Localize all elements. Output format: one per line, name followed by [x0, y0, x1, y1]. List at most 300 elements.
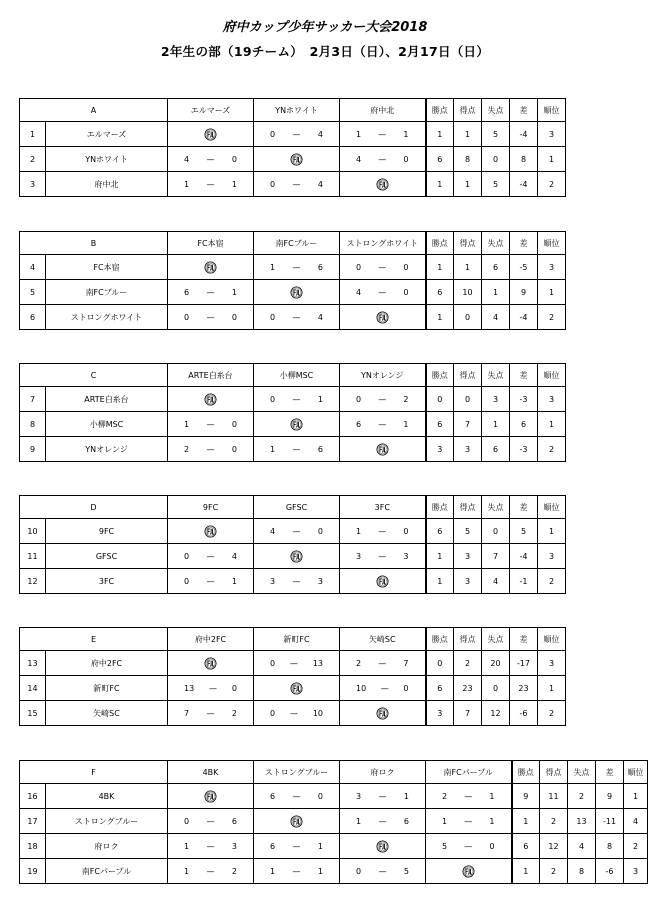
stat-header: 順位	[624, 761, 648, 784]
stat-header: 得点	[454, 99, 482, 122]
score-pair	[426, 817, 511, 826]
stat-header: 得点	[454, 628, 482, 651]
team-stat: 1	[426, 544, 454, 569]
score-dash: —	[378, 816, 387, 826]
team-stat: 1	[454, 122, 482, 147]
match-result	[168, 412, 254, 437]
score-dash: —	[378, 154, 387, 164]
score-dash: —	[206, 287, 215, 297]
team-name: 新町FC	[46, 676, 168, 701]
score-home: 1	[270, 866, 276, 876]
fjfl-logo-icon	[290, 286, 303, 299]
score-dash: —	[209, 683, 218, 693]
team-row	[20, 437, 566, 462]
team-row	[20, 676, 566, 701]
stat-header: 失点	[482, 628, 510, 651]
score-away: 4	[317, 312, 323, 322]
team-row	[20, 172, 566, 197]
score-home: 0	[356, 394, 362, 404]
team-name: 小柳MSC	[46, 412, 168, 437]
score-pair	[340, 130, 425, 139]
team-stat: 4	[482, 569, 510, 594]
score-pair	[168, 684, 253, 693]
team-stat: 1	[426, 569, 454, 594]
team-stat: 1	[426, 172, 454, 197]
team-stat: 3	[426, 701, 454, 726]
score-home: 1	[356, 129, 362, 139]
column-team-name: YNオレンジ	[340, 364, 426, 387]
team-stat: 2	[538, 172, 566, 197]
score-home: 6	[270, 791, 276, 801]
stat-header: 勝点	[426, 99, 454, 122]
score-dash: —	[378, 551, 387, 561]
score-away: 2	[231, 708, 237, 718]
page-subtitle: 2年生の部（19チーム） 2月3日（日）、2月17日（日）	[160, 44, 490, 59]
team-stat: 1	[538, 280, 566, 305]
group-header-row	[20, 364, 566, 387]
score-pair	[340, 263, 425, 272]
score-dash: —	[464, 816, 473, 826]
team-stat: 4	[568, 834, 596, 859]
group-table-b	[19, 231, 566, 330]
score-pair	[340, 395, 425, 404]
score-pair	[168, 288, 253, 297]
score-away: 6	[403, 816, 410, 826]
team-name: YNホワイト	[46, 147, 168, 172]
match-result	[254, 255, 340, 280]
fjfl-logo-icon	[376, 575, 389, 588]
team-number: 4	[20, 255, 46, 280]
stat-header: 順位	[538, 496, 566, 519]
team-name: ストロングブルー	[46, 809, 168, 834]
score-pair	[168, 577, 253, 586]
column-team-name: エルマーズ	[168, 99, 254, 122]
group-table-f	[19, 760, 648, 884]
team-number: 15	[20, 701, 46, 726]
score-dash: —	[292, 576, 301, 586]
team-row	[20, 412, 566, 437]
score-dash: —	[206, 841, 215, 851]
score-away: 1	[403, 129, 409, 139]
team-number: 7	[20, 387, 46, 412]
column-team-name: ストロングブルー	[254, 761, 340, 784]
team-name: GFSC	[46, 544, 168, 569]
match-result	[340, 784, 426, 809]
score-pair	[168, 420, 253, 429]
score-dash: —	[206, 154, 215, 164]
score-home: 6	[356, 419, 362, 429]
team-name: 4BK	[46, 784, 168, 809]
team-stat: 3	[454, 569, 482, 594]
team-stat: 8	[510, 147, 538, 172]
team-name: 9FC	[46, 519, 168, 544]
score-pair	[340, 817, 425, 826]
team-row	[20, 569, 566, 594]
score-dash: —	[292, 262, 301, 272]
team-stat: 1	[454, 255, 482, 280]
fjfl-logo-icon	[290, 418, 303, 431]
score-away: 0	[317, 791, 324, 801]
stat-header: 順位	[538, 232, 566, 255]
score-away: 4	[317, 179, 324, 189]
group-table-d	[19, 495, 566, 594]
group-header-row	[20, 496, 566, 519]
group-table-c	[19, 363, 566, 462]
team-stat: 8	[454, 147, 482, 172]
score-pair	[168, 867, 253, 876]
team-stat: 0	[482, 147, 510, 172]
column-team-name: ARTE白糸台	[168, 364, 254, 387]
match-result	[340, 544, 426, 569]
team-stat: 6	[426, 280, 454, 305]
team-stat: 1	[512, 809, 540, 834]
score-pair	[254, 395, 339, 404]
self-match-cell	[168, 519, 254, 544]
group-name: E	[20, 628, 168, 651]
group-name: F	[20, 761, 168, 784]
team-number: 2	[20, 147, 46, 172]
score-pair	[254, 792, 339, 801]
stat-header: 得点	[454, 496, 482, 519]
team-stat: 0	[482, 676, 510, 701]
score-home: 0	[270, 658, 276, 668]
score-home: 4	[356, 287, 362, 297]
team-stat: 23	[454, 676, 482, 701]
score-pair	[254, 842, 339, 851]
page-title: 府中カップ少年サッカー大会2018	[222, 20, 428, 35]
team-stat: 13	[568, 809, 596, 834]
team-stat: 7	[482, 544, 510, 569]
match-result	[168, 172, 254, 197]
score-dash: —	[292, 526, 301, 536]
score-pair	[254, 313, 339, 322]
stat-header: 勝点	[426, 496, 454, 519]
fjfl-logo-icon	[376, 178, 389, 191]
team-stat: 0	[426, 651, 454, 676]
score-home: 1	[184, 866, 190, 876]
score-pair	[254, 180, 339, 189]
match-result	[168, 701, 254, 726]
score-home: 0	[270, 129, 276, 139]
group-header-row	[20, 232, 566, 255]
self-match-cell	[254, 280, 340, 305]
score-away: 1	[489, 791, 495, 801]
score-home: 2	[442, 791, 448, 801]
score-home: 0	[270, 179, 276, 189]
column-team-name: FC本宿	[168, 232, 254, 255]
score-pair	[340, 659, 425, 668]
team-row	[20, 544, 566, 569]
fjfl-logo-icon	[376, 443, 389, 456]
column-team-name: 南FCパープル	[426, 761, 512, 784]
match-result	[168, 147, 254, 172]
team-stat: 3	[538, 255, 566, 280]
score-pair	[254, 709, 339, 718]
score-away: 1	[317, 866, 324, 876]
column-team-name: GFSC	[254, 496, 340, 519]
score-pair	[340, 684, 425, 693]
score-dash: —	[206, 419, 215, 429]
score-home: 3	[356, 791, 362, 801]
match-result	[254, 437, 340, 462]
team-stat: 5	[482, 122, 510, 147]
team-stat: 0	[482, 519, 510, 544]
score-home: 13	[184, 683, 195, 693]
score-dash: —	[206, 551, 215, 561]
score-home: 0	[184, 816, 190, 826]
team-stat: 1	[454, 172, 482, 197]
column-team-name: 府ロク	[340, 761, 426, 784]
match-result	[340, 122, 426, 147]
stat-header: 失点	[482, 496, 510, 519]
match-result	[340, 255, 426, 280]
score-away: 0	[403, 526, 409, 536]
match-result	[168, 569, 254, 594]
self-match-cell	[168, 651, 254, 676]
score-dash: —	[378, 394, 387, 404]
score-away: 5	[403, 866, 410, 876]
score-dash: —	[289, 708, 298, 718]
score-away: 0	[231, 419, 237, 429]
score-home: 1	[184, 841, 190, 851]
stat-header: 差	[596, 761, 624, 784]
team-stat: 1	[512, 859, 540, 884]
team-stat: 5	[454, 519, 482, 544]
stat-header: 勝点	[512, 761, 540, 784]
match-result	[254, 305, 340, 330]
score-home: 2	[184, 444, 190, 454]
team-stat: -4	[510, 122, 538, 147]
score-home: 6	[184, 287, 190, 297]
score-away: 0	[231, 444, 237, 454]
team-name: 府中2FC	[46, 651, 168, 676]
team-stat: 4	[624, 809, 648, 834]
team-stat: -11	[596, 809, 624, 834]
team-stat: -6	[510, 701, 538, 726]
score-home: 0	[356, 866, 362, 876]
team-number: 12	[20, 569, 46, 594]
team-stat: 3	[454, 544, 482, 569]
score-pair	[254, 527, 339, 536]
team-stat: 1	[482, 412, 510, 437]
group-name: A	[20, 99, 168, 122]
score-dash: —	[464, 791, 473, 801]
team-stat: 12	[540, 834, 568, 859]
score-pair	[426, 792, 511, 801]
team-stat: -4	[510, 544, 538, 569]
fjfl-logo-icon	[290, 682, 303, 695]
score-away: 1	[489, 816, 495, 826]
stat-header: 得点	[454, 232, 482, 255]
stat-header: 差	[510, 364, 538, 387]
team-stat: 2	[540, 809, 568, 834]
score-pair	[340, 420, 425, 429]
score-home: 0	[270, 394, 276, 404]
team-name: FC本宿	[46, 255, 168, 280]
score-pair	[254, 130, 339, 139]
team-row	[20, 147, 566, 172]
column-team-name: ストロングホワイト	[340, 232, 426, 255]
score-away: 0	[403, 154, 409, 164]
score-away: 0	[317, 526, 324, 536]
score-away: 0	[403, 262, 409, 272]
team-name: ARTE白糸台	[46, 387, 168, 412]
score-away: 1	[231, 576, 238, 586]
score-pair	[168, 552, 253, 561]
team-stat: -6	[596, 859, 624, 884]
fjfl-logo-icon	[204, 525, 217, 538]
score-dash: —	[206, 866, 215, 876]
self-match-cell	[168, 784, 254, 809]
score-away: 0	[403, 683, 409, 693]
match-result	[254, 387, 340, 412]
team-stat: 1	[426, 255, 454, 280]
team-number: 17	[20, 809, 46, 834]
score-dash: —	[206, 576, 215, 586]
match-result	[254, 569, 340, 594]
self-match-cell	[426, 859, 512, 884]
score-pair	[168, 817, 253, 826]
score-away: 3	[231, 841, 238, 851]
column-team-name: 3FC	[340, 496, 426, 519]
team-stat: 5	[482, 172, 510, 197]
match-result	[168, 834, 254, 859]
score-dash: —	[380, 683, 389, 693]
score-dash: —	[289, 658, 298, 668]
score-away: 3	[317, 576, 324, 586]
score-pair	[168, 155, 253, 164]
team-stat: 8	[596, 834, 624, 859]
match-result	[168, 437, 254, 462]
team-stat: 2	[538, 305, 566, 330]
team-stat: 6	[510, 412, 538, 437]
team-row	[20, 859, 648, 884]
score-dash: —	[292, 179, 301, 189]
team-number: 6	[20, 305, 46, 330]
team-stat: 3	[624, 859, 648, 884]
column-team-name: 小柳MSC	[254, 364, 340, 387]
score-pair	[254, 867, 339, 876]
group-name: D	[20, 496, 168, 519]
self-match-cell	[168, 255, 254, 280]
score-away: 4	[231, 551, 238, 561]
team-stat: 7	[454, 412, 482, 437]
score-home: 1	[270, 444, 276, 454]
team-name: 南FCパープル	[46, 859, 168, 884]
team-number: 10	[20, 519, 46, 544]
team-row	[20, 122, 566, 147]
score-away: 10	[312, 708, 323, 718]
score-home: 2	[356, 658, 362, 668]
team-number: 1	[20, 122, 46, 147]
team-stat: 2	[538, 569, 566, 594]
score-home: 1	[184, 419, 190, 429]
team-number: 19	[20, 859, 46, 884]
team-stat: 3	[538, 387, 566, 412]
match-result	[340, 147, 426, 172]
score-home: 1	[442, 816, 448, 826]
team-stat: -3	[510, 437, 538, 462]
score-home: 0	[184, 551, 190, 561]
stat-header: 順位	[538, 628, 566, 651]
team-row	[20, 784, 648, 809]
team-stat: 20	[482, 651, 510, 676]
team-stat: 1	[624, 784, 648, 809]
score-pair	[340, 527, 425, 536]
team-name: 矢崎SC	[46, 701, 168, 726]
score-dash: —	[378, 262, 387, 272]
score-away: 3	[403, 551, 409, 561]
column-team-name: 府中2FC	[168, 628, 254, 651]
column-team-name: 9FC	[168, 496, 254, 519]
stat-header: 差	[510, 496, 538, 519]
stat-header: 失点	[482, 364, 510, 387]
fjfl-logo-icon	[204, 261, 217, 274]
score-away: 6	[317, 262, 323, 272]
team-row	[20, 305, 566, 330]
stat-header: 勝点	[426, 628, 454, 651]
score-home: 4	[356, 154, 362, 164]
self-match-cell	[340, 172, 426, 197]
team-row	[20, 701, 566, 726]
match-result	[254, 172, 340, 197]
team-stat: 4	[482, 305, 510, 330]
fjfl-logo-icon	[290, 815, 303, 828]
team-name: YNオレンジ	[46, 437, 168, 462]
score-pair	[426, 842, 511, 851]
team-number: 11	[20, 544, 46, 569]
score-away: 0	[231, 683, 237, 693]
score-away: 0	[231, 312, 237, 322]
score-away: 13	[312, 658, 323, 668]
score-dash: —	[292, 841, 301, 851]
group-name: B	[20, 232, 168, 255]
team-row	[20, 651, 566, 676]
column-team-name: YNホワイト	[254, 99, 340, 122]
team-number: 8	[20, 412, 46, 437]
team-stat: 1	[538, 412, 566, 437]
team-stat: 9	[596, 784, 624, 809]
score-home: 10	[356, 683, 367, 693]
self-match-cell	[254, 544, 340, 569]
team-stat: 6	[512, 834, 540, 859]
match-result	[168, 544, 254, 569]
team-number: 9	[20, 437, 46, 462]
column-team-name: 新町FC	[254, 628, 340, 651]
team-stat: -17	[510, 651, 538, 676]
score-home: 1	[270, 262, 276, 272]
score-dash: —	[206, 444, 215, 454]
team-stat: 0	[454, 305, 482, 330]
fjfl-logo-icon	[376, 840, 389, 853]
team-stat: 3	[538, 544, 566, 569]
score-pair	[340, 867, 425, 876]
stat-header: 勝点	[426, 364, 454, 387]
score-dash: —	[292, 394, 301, 404]
score-away: 2	[403, 394, 409, 404]
score-dash: —	[206, 708, 215, 718]
score-away: 7	[403, 658, 409, 668]
team-stat: 7	[454, 701, 482, 726]
score-home: 0	[184, 312, 190, 322]
score-away: 0	[489, 841, 495, 851]
group-table-a	[19, 98, 566, 197]
match-result	[168, 859, 254, 884]
self-match-cell	[340, 305, 426, 330]
match-result	[254, 651, 340, 676]
team-stat: 10	[454, 280, 482, 305]
score-pair	[168, 842, 253, 851]
